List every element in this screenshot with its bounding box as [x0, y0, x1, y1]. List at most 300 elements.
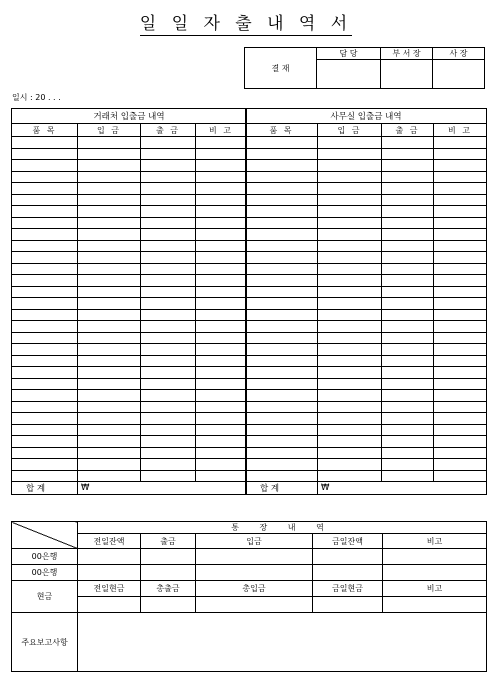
entry-cell[interactable]: [196, 217, 247, 229]
entry-cell[interactable]: [318, 344, 382, 356]
entry-cell[interactable]: [434, 183, 487, 195]
entry-cell[interactable]: [434, 424, 487, 436]
entry-cell[interactable]: [434, 436, 487, 448]
entry-cell[interactable]: [318, 286, 382, 298]
entry-cell[interactable]: [78, 332, 141, 344]
entry-cell[interactable]: [434, 206, 487, 218]
table-row: [246, 183, 487, 195]
entry-cell[interactable]: [141, 355, 196, 367]
entry-cell[interactable]: [196, 597, 313, 613]
table-row: [246, 378, 487, 390]
entry-cell[interactable]: [434, 390, 487, 402]
date-line: 일시 : 20 . . .: [12, 93, 61, 102]
entry-cell[interactable]: [434, 194, 487, 206]
table-row: [12, 229, 247, 241]
entry-cell[interactable]: [78, 263, 141, 275]
entry-cell[interactable]: [434, 470, 487, 482]
entry-cell[interactable]: [196, 447, 247, 459]
entry-cell[interactable]: [12, 148, 78, 160]
entry-cell[interactable]: [434, 217, 487, 229]
entry-cell[interactable]: [196, 229, 247, 241]
entry-cell[interactable]: [12, 367, 78, 379]
entry-cell[interactable]: [12, 171, 78, 183]
entry-cell[interactable]: [196, 286, 247, 298]
entry-cell[interactable]: [78, 148, 141, 160]
entry-cell[interactable]: [318, 459, 382, 471]
entry-cell[interactable]: [434, 401, 487, 413]
table-row: [246, 459, 487, 471]
entry-cell[interactable]: [382, 332, 434, 344]
total-label: 합 계: [246, 482, 318, 495]
entry-cell[interactable]: [78, 597, 141, 613]
entry-cell[interactable]: [434, 229, 487, 241]
entry-cell[interactable]: [318, 309, 382, 321]
entry-cell[interactable]: [434, 321, 487, 333]
entry-cell[interactable]: [313, 565, 383, 581]
notes-label: 주요보고사항: [12, 613, 78, 672]
entry-cell[interactable]: [246, 229, 318, 241]
entry-cell[interactable]: [78, 217, 141, 229]
entry-cell[interactable]: [318, 194, 382, 206]
entry-cell[interactable]: [12, 160, 78, 172]
entry-cell[interactable]: [313, 549, 383, 565]
approval-role-president: 사 장: [433, 48, 485, 60]
entry-cell[interactable]: [246, 321, 318, 333]
entry-cell[interactable]: [196, 252, 247, 264]
entry-cell[interactable]: [12, 470, 78, 482]
entry-cell[interactable]: [246, 252, 318, 264]
entry-cell[interactable]: [141, 309, 196, 321]
entry-cell[interactable]: [383, 597, 487, 613]
table-row: [12, 240, 247, 252]
entry-cell[interactable]: [12, 240, 78, 252]
entry-cell[interactable]: [12, 390, 78, 402]
entry-cell[interactable]: [196, 390, 247, 402]
entry-cell[interactable]: [12, 286, 78, 298]
entry-cell[interactable]: [196, 401, 247, 413]
entry-cell[interactable]: [196, 194, 247, 206]
entry-cell[interactable]: [78, 367, 141, 379]
entry-cell[interactable]: [12, 459, 78, 471]
entry-cell[interactable]: [12, 321, 78, 333]
entry-cell[interactable]: [141, 240, 196, 252]
entry-cell[interactable]: [141, 344, 196, 356]
entry-cell[interactable]: [196, 240, 247, 252]
entry-cell[interactable]: [141, 171, 196, 183]
entry-cell[interactable]: [196, 424, 247, 436]
table-row: [12, 252, 247, 264]
entry-cell[interactable]: [434, 367, 487, 379]
entry-cell[interactable]: [382, 309, 434, 321]
entry-cell[interactable]: [382, 298, 434, 310]
bank-account-table: [11, 521, 487, 672]
table-row: [246, 401, 487, 413]
entry-cell[interactable]: [196, 436, 247, 448]
entry-cell[interactable]: [78, 252, 141, 264]
entry-cell[interactable]: [12, 309, 78, 321]
table-row: [246, 470, 487, 482]
entry-cell[interactable]: [246, 332, 318, 344]
entry-cell[interactable]: [382, 183, 434, 195]
table-row: [12, 470, 247, 482]
entry-cell[interactable]: [382, 447, 434, 459]
table-row: [12, 148, 247, 160]
entry-cell[interactable]: [78, 436, 141, 448]
entry-cell[interactable]: [141, 194, 196, 206]
entry-cell[interactable]: [196, 309, 247, 321]
entry-cell[interactable]: [318, 367, 382, 379]
entry-cell[interactable]: [12, 194, 78, 206]
entry-cell[interactable]: [141, 565, 196, 581]
entry-cell[interactable]: [196, 344, 247, 356]
table-row: [246, 148, 487, 160]
entry-cell[interactable]: [78, 137, 141, 149]
entry-cell[interactable]: [383, 549, 487, 565]
entry-cell[interactable]: [141, 367, 196, 379]
entry-cell[interactable]: [141, 321, 196, 333]
signature-box[interactable]: [433, 60, 485, 89]
entry-cell[interactable]: [12, 378, 78, 390]
entry-cell[interactable]: [196, 171, 247, 183]
entry-cell[interactable]: [141, 459, 196, 471]
entry-cell[interactable]: [318, 424, 382, 436]
entry-cell[interactable]: [246, 367, 318, 379]
entry-cell[interactable]: [196, 183, 247, 195]
entry-cell[interactable]: [246, 206, 318, 218]
bank-section-title: 통 장 내 역: [78, 522, 487, 534]
entry-cell[interactable]: [141, 263, 196, 275]
entry-cell[interactable]: [78, 470, 141, 482]
entry-cell[interactable]: [382, 470, 434, 482]
entry-cell[interactable]: [318, 470, 382, 482]
entry-cell[interactable]: [382, 206, 434, 218]
entry-cell[interactable]: [434, 252, 487, 264]
entry-cell[interactable]: [434, 263, 487, 275]
entry-cell[interactable]: [382, 344, 434, 356]
entry-cell[interactable]: [196, 160, 247, 172]
entry-cell[interactable]: [78, 275, 141, 287]
entry-cell[interactable]: [382, 171, 434, 183]
entry-cell[interactable]: [12, 401, 78, 413]
entry-cell[interactable]: [382, 321, 434, 333]
entry-cell[interactable]: [246, 309, 318, 321]
entry-cell[interactable]: [382, 413, 434, 425]
entry-cell[interactable]: [382, 424, 434, 436]
table-row: [12, 263, 247, 275]
entry-cell[interactable]: [78, 344, 141, 356]
entry-cell[interactable]: [12, 436, 78, 448]
entry-cell[interactable]: [318, 436, 382, 448]
entry-cell[interactable]: [382, 275, 434, 287]
entry-cell[interactable]: [434, 275, 487, 287]
entry-cell[interactable]: [382, 355, 434, 367]
entry-cell[interactable]: [141, 424, 196, 436]
entry-cell[interactable]: [12, 447, 78, 459]
entry-cell[interactable]: [246, 436, 318, 448]
table-row: [246, 413, 487, 425]
entry-cell[interactable]: [196, 148, 247, 160]
column-header: 출금: [141, 534, 196, 549]
entry-cell[interactable]: [196, 321, 247, 333]
entry-cell[interactable]: [434, 378, 487, 390]
entry-cell[interactable]: [78, 206, 141, 218]
entry-cell[interactable]: [78, 401, 141, 413]
entry-cell[interactable]: [246, 344, 318, 356]
entry-cell[interactable]: [196, 137, 247, 149]
entry-cell[interactable]: [382, 148, 434, 160]
entry-cell[interactable]: [434, 447, 487, 459]
table-row: [246, 252, 487, 264]
entry-cell[interactable]: [78, 286, 141, 298]
entry-cell[interactable]: [12, 229, 78, 241]
entry-cell[interactable]: [318, 378, 382, 390]
table-row: [246, 321, 487, 333]
entry-cell[interactable]: [318, 332, 382, 344]
signature-box[interactable]: [317, 60, 381, 89]
entry-cell[interactable]: [434, 240, 487, 252]
entry-cell[interactable]: [78, 309, 141, 321]
entry-cell[interactable]: [141, 137, 196, 149]
entry-cell[interactable]: [196, 367, 247, 379]
entry-cell[interactable]: [434, 355, 487, 367]
entry-cell[interactable]: [318, 148, 382, 160]
entry-cell[interactable]: [78, 378, 141, 390]
entry-cell[interactable]: [382, 367, 434, 379]
entry-cell[interactable]: [141, 148, 196, 160]
entry-cell[interactable]: [318, 263, 382, 275]
entry-cell[interactable]: [318, 275, 382, 287]
entry-cell[interactable]: [141, 275, 196, 287]
table-row: [12, 217, 247, 229]
entry-cell[interactable]: [246, 355, 318, 367]
entry-cell[interactable]: [196, 332, 247, 344]
entry-cell[interactable]: [382, 229, 434, 241]
entry-cell[interactable]: [78, 321, 141, 333]
total-amount[interactable]: ₩: [318, 482, 487, 495]
entry-cell[interactable]: [141, 401, 196, 413]
entry-cell[interactable]: [12, 355, 78, 367]
table-row: [12, 206, 247, 218]
column-header: 전일현금: [78, 581, 141, 597]
entry-cell[interactable]: [78, 229, 141, 241]
entry-cell[interactable]: [141, 413, 196, 425]
table-row: [246, 436, 487, 448]
entry-cell[interactable]: [246, 401, 318, 413]
entry-cell[interactable]: [12, 298, 78, 310]
entry-cell[interactable]: [246, 378, 318, 390]
entry-cell[interactable]: [434, 413, 487, 425]
entry-cell[interactable]: [141, 597, 196, 613]
entry-cell[interactable]: [382, 390, 434, 402]
entry-cell[interactable]: [382, 137, 434, 149]
entry-cell[interactable]: [246, 390, 318, 402]
entry-cell[interactable]: [434, 309, 487, 321]
entry-cell[interactable]: [78, 194, 141, 206]
entry-cell[interactable]: [318, 355, 382, 367]
entry-cell[interactable]: [382, 160, 434, 172]
entry-cell[interactable]: [434, 148, 487, 160]
entry-cell[interactable]: [78, 355, 141, 367]
entry-cell[interactable]: [246, 148, 318, 160]
column-header: 입 금: [318, 124, 382, 137]
entry-cell[interactable]: [12, 344, 78, 356]
total-amount[interactable]: ₩: [78, 482, 247, 495]
entry-cell[interactable]: [382, 401, 434, 413]
entry-cell[interactable]: [196, 275, 247, 287]
entry-cell[interactable]: [78, 183, 141, 195]
notes-field[interactable]: [78, 613, 487, 672]
table-row: [246, 229, 487, 241]
entry-cell[interactable]: [196, 459, 247, 471]
entry-cell[interactable]: [141, 332, 196, 344]
entry-cell[interactable]: [246, 424, 318, 436]
table-row: [12, 194, 247, 206]
entry-cell[interactable]: [318, 401, 382, 413]
table-row: [246, 160, 487, 172]
entry-cell[interactable]: [78, 447, 141, 459]
entry-cell[interactable]: [196, 378, 247, 390]
entry-cell[interactable]: [141, 436, 196, 448]
table-row: [12, 183, 247, 195]
entry-cell[interactable]: [246, 298, 318, 310]
entry-cell[interactable]: [246, 286, 318, 298]
entry-cell[interactable]: [246, 160, 318, 172]
entry-cell[interactable]: [12, 263, 78, 275]
entry-cell[interactable]: [12, 413, 78, 425]
entry-cell[interactable]: [246, 183, 318, 195]
entry-cell[interactable]: [12, 137, 78, 149]
entry-cell[interactable]: [318, 229, 382, 241]
entry-cell[interactable]: [246, 447, 318, 459]
entry-cell[interactable]: [318, 413, 382, 425]
entry-cell[interactable]: [246, 459, 318, 471]
entry-cell[interactable]: [318, 298, 382, 310]
entry-cell[interactable]: [246, 217, 318, 229]
table-row: [246, 217, 487, 229]
entry-cell[interactable]: [78, 160, 141, 172]
entry-cell[interactable]: [434, 171, 487, 183]
entry-cell[interactable]: [78, 390, 141, 402]
column-header: 총입금: [196, 581, 313, 597]
entry-cell[interactable]: [318, 321, 382, 333]
entry-cell[interactable]: [382, 217, 434, 229]
entry-cell[interactable]: [196, 565, 313, 581]
entry-cell[interactable]: [78, 413, 141, 425]
entry-cell[interactable]: [196, 206, 247, 218]
entry-cell[interactable]: [141, 206, 196, 218]
entry-cell[interactable]: [434, 344, 487, 356]
entry-cell[interactable]: [382, 286, 434, 298]
entry-cell[interactable]: [141, 390, 196, 402]
entry-cell[interactable]: [246, 470, 318, 482]
entry-cell[interactable]: [434, 137, 487, 149]
entry-cell[interactable]: [141, 549, 196, 565]
entry-cell[interactable]: [246, 171, 318, 183]
table-row: [246, 367, 487, 379]
entry-cell[interactable]: [246, 413, 318, 425]
entry-cell[interactable]: [12, 217, 78, 229]
column-header: 출 금: [382, 124, 434, 137]
entry-cell[interactable]: [382, 194, 434, 206]
table-row: [12, 286, 247, 298]
entry-cell[interactable]: [12, 275, 78, 287]
entry-cell[interactable]: [318, 217, 382, 229]
entry-cell[interactable]: [12, 252, 78, 264]
entry-cell[interactable]: [141, 470, 196, 482]
entry-cell[interactable]: [196, 549, 313, 565]
entry-cell[interactable]: [196, 263, 247, 275]
entry-cell[interactable]: [318, 252, 382, 264]
entry-cell[interactable]: [12, 183, 78, 195]
entry-cell[interactable]: [382, 459, 434, 471]
entry-cell[interactable]: [141, 378, 196, 390]
entry-cell[interactable]: [141, 298, 196, 310]
entry-cell[interactable]: [434, 332, 487, 344]
entry-cell[interactable]: [382, 378, 434, 390]
entry-cell[interactable]: [78, 549, 141, 565]
entry-cell[interactable]: [12, 206, 78, 218]
entry-cell[interactable]: [246, 137, 318, 149]
entry-cell[interactable]: [382, 240, 434, 252]
entry-cell[interactable]: [141, 447, 196, 459]
entry-cell[interactable]: [246, 263, 318, 275]
entry-cell[interactable]: [318, 447, 382, 459]
entry-cell[interactable]: [318, 206, 382, 218]
table-row: [12, 321, 247, 333]
entry-cell[interactable]: [141, 160, 196, 172]
table-row: [246, 344, 487, 356]
entry-cell[interactable]: [382, 436, 434, 448]
entry-cell[interactable]: [78, 459, 141, 471]
entry-cell[interactable]: [141, 183, 196, 195]
entry-cell[interactable]: [78, 240, 141, 252]
entry-cell[interactable]: [434, 286, 487, 298]
entry-cell[interactable]: [196, 470, 247, 482]
entry-cell[interactable]: [78, 424, 141, 436]
entry-cell[interactable]: [78, 171, 141, 183]
entry-cell[interactable]: [318, 137, 382, 149]
signature-box[interactable]: [381, 60, 433, 89]
entry-cell[interactable]: [196, 355, 247, 367]
entry-cell[interactable]: [12, 424, 78, 436]
entry-cell[interactable]: [313, 597, 383, 613]
entry-cell[interactable]: [318, 183, 382, 195]
entry-cell[interactable]: [141, 217, 196, 229]
entry-cell[interactable]: [196, 298, 247, 310]
column-header: 비 고: [196, 124, 247, 137]
entry-cell[interactable]: [78, 298, 141, 310]
entry-cell[interactable]: [141, 252, 196, 264]
entry-cell[interactable]: [141, 229, 196, 241]
entry-cell[interactable]: [382, 263, 434, 275]
entry-cell[interactable]: [383, 565, 487, 581]
entry-cell[interactable]: [434, 459, 487, 471]
entry-cell[interactable]: [318, 160, 382, 172]
entry-cell[interactable]: [246, 194, 318, 206]
entry-cell[interactable]: [78, 565, 141, 581]
entry-cell[interactable]: [318, 390, 382, 402]
entry-cell[interactable]: [318, 171, 382, 183]
entry-cell[interactable]: [434, 160, 487, 172]
entry-cell[interactable]: [141, 286, 196, 298]
entry-cell[interactable]: [12, 332, 78, 344]
entry-cell[interactable]: [246, 240, 318, 252]
entry-cell[interactable]: [246, 275, 318, 287]
entry-cell[interactable]: [196, 413, 247, 425]
entry-cell[interactable]: [318, 240, 382, 252]
entry-cell[interactable]: [382, 252, 434, 264]
entry-cell[interactable]: [434, 298, 487, 310]
